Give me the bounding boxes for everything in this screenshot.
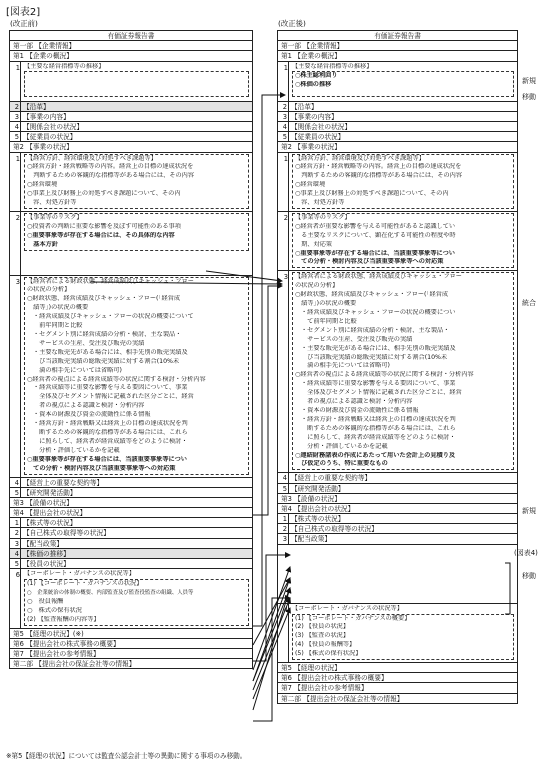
- section-2-item-4: 4 【経営上の重要な契約等】: [278, 473, 517, 483]
- section-3: 第3 【設備の状況】: [278, 494, 517, 504]
- section-1-item-3: 3 【事業の内容】: [278, 112, 517, 122]
- section-1-item-2: 2 【沿革】: [278, 102, 517, 112]
- section-1-item-5: 5 【従業員の状況】: [10, 132, 252, 142]
- part2: 第二部 【提出会社の保証会社等の情報】: [278, 694, 517, 704]
- label-move: 移動: [522, 93, 536, 101]
- section-4-item-4: 4 【株価の推移】: [10, 549, 252, 559]
- part2: 第二部 【提出会社の保証会社等の情報】: [10, 659, 252, 669]
- section-6: 第6 【提出会社の株式事務の概要】: [10, 639, 252, 649]
- doc-title: 有価証券報告書: [278, 31, 517, 41]
- section-1: 第1 【企業の概況】: [278, 51, 517, 61]
- section-2-item-2: 2 【事業等のリスク】 ○投資者の判断に重要な影響を及ぼす可能性のある事項 ○重要事象等が存在する場合には、その具体的な内容 基本方針: [10, 212, 252, 276]
- section-6: 第6 【提出会社の株式事務の概要】: [278, 673, 517, 683]
- arrow-risk-2: [90, 282, 282, 284]
- section-4: 第4 【提出会社の状況】: [10, 508, 252, 518]
- section-4: 第4 【提出会社の状況】: [278, 504, 517, 514]
- section-2-item-1: 1 【経営方針、経営環境及び対処すべき課題等】 ○経営方針・経営戦略等の内容。経営上の目標の達成状況を 判断するための客観的な指標等がある場合には、その内容 ○経営環境 ○事業上及び財務上の対処すべき課題について、その内 容、対処方針等: [10, 153, 252, 212]
- section-1-item-1: 1 【主要な経営指標等の推移】 ○株主総利回り ○株価の推移: [278, 62, 517, 102]
- section-2-item-3: 3 【経営者による財政状態、経営成績及びキャッシュ・フロー の状況の分析】 ○財政状態、経営成績及びキャッシュ・フロー(「経営成 績等」)の状況の概要 ・経営成績及びキャッシュ・フローの状況の概要につい て前年同期と比較 ・セグメント別に経営成績の分析・検討、主な製品・ サービスの生産、受注及び販売の実績 ・主要な販売先がある場合には、相手先別の販売実績及 び当該販売実績の総販売実績に対する割合(10%未 満の相手先については省略可) ○経営者の視点による経営成績等の状況に関する検討・分析内容 ・経営成績等に重要な影響を与える要因について、事業 全体及びセグメント情報に記載された区分ごとに、経営 者の視点による認識と検討・分析内容 ・資本の財源及び資金の流動性に係る情報 ・経営方針・経営戦略又は経営上の目標の達成状況を判 断するための客観的な指標等がある場合には、これら に照らして、経営者が経営成績等をどのように検討・ 分析・評価しているかを記載 ○連結財務諸表の作成にあたって用いた会計上の見積り及 び仮定のうち、特に重要なもの: [278, 271, 517, 473]
- section-7: 第7 【提出会社の参考情報】: [278, 683, 517, 693]
- arrow-risk-1: [206, 271, 282, 281]
- section-4-item-1: 1 【株式等の状況】: [278, 514, 517, 524]
- section-5: 第5 【経理の状況】(※): [10, 629, 252, 639]
- section-4-item-2: 2 【自己株式の取得等の状況】: [278, 524, 517, 534]
- label-new-2: 新規: [522, 507, 536, 515]
- part1: 第一部 【企業情報】: [278, 41, 517, 51]
- section-1-item-5: 5 【従業員の状況】: [278, 132, 517, 142]
- figure-4-bracket: [505, 563, 510, 614]
- section-1-item-1: 1 【主要な経営指標等の推移】: [10, 62, 252, 102]
- section-3: 第3 【設備の状況】: [10, 498, 252, 508]
- section-4-item-5: 5 【役員の状況】: [10, 559, 252, 569]
- section-2-item-4: 4 【経営上の重要な契約等】: [10, 478, 252, 488]
- section-4-item-3: 3 【配当政策】: [10, 539, 252, 549]
- section-4-item-1: 1 【株式等の状況】: [10, 518, 252, 528]
- section-2-item-1: 1 【経営方針、経営環境及び対処すべき課題等】 ○経営方針・経営戦略等の内容。経営上の目標の達成状況を 判断するための客観的な指標等がある場合には、その内容 ○経営環境 ○事業上及び財務上の対処すべき課題について、その内 容、対処方針等: [278, 153, 517, 212]
- doc-title: 有価証券報告書: [10, 31, 252, 41]
- section-4-item-3: 3 【配当政策】: [278, 534, 517, 544]
- part1: 第一部 【企業情報】: [10, 41, 252, 51]
- figure-title: [図表2]: [6, 7, 41, 18]
- section-1: 第1 【企業の概況】: [10, 51, 252, 61]
- section-5: 第5 【経理の状況】: [278, 663, 517, 673]
- arrow-risk-3: [253, 286, 282, 515]
- after-header: (改正後): [278, 19, 306, 28]
- footnote: ※第5【経理の状況】については監査公認会計士等の異動に関する事項のみ移動。: [6, 752, 247, 760]
- label-new: 新規: [522, 77, 536, 85]
- section-2-item-3: 3 【経営者による財政状態、経営成績及びキャッシュ・フロー の状況の分析】 ○財政状態、経営成績及びキャッシュ・フロー(「経営成 績等」)の状況の概要 ・経営成績及びキャッシュ・フローの状況の概要について 前年同期と比較 ・セグメント別に経営成績の分析・検討、主な製品・ サービスの生産、受注及び販売の実績 ・主要な販売先がある場合には、相手先別の販売実績及 び当該販売実績の総販売実績に対する割合(10%未 満の相手先については省略可) ○経営者の視点による経営成績等の状況に関する検討・分析内容 ・経営成績等に重要な影響を与える要因について、事業 全体及びセグメント情報に記載された区分ごとに、経営 者の視点による認識と検討・分析内容 ・資本の財源及び資金の流動性に係る情報 ・経営方針・経営戦略又は経営上の目標の達成状況を判 断するための客観的な指標等がある場合には、これら に照らして、経営者が経営成績等をどのように検討・ 分析・評価しているかを記載 ○重要事象等が存在する場合には、当該重要事象等につい ての分析・検討内容及び当該重要事象等への対応策: [10, 276, 252, 478]
- section-7: 第7 【提出会社の参考情報】: [10, 649, 252, 659]
- section-2-item-5: 5 【研究開発活動】: [278, 484, 517, 494]
- section-4-item-6: 6 【コーポレート・ガバナンスの状況等】 (1) 【コーポレート・ガバナンスの状況】 ○ 企業統治の体制の概要、内部監査及び監査役監査の組織、人員等 ○ 役員報酬 ○ 株式の保有状況 (2) 【監査報酬の内容等】: [10, 569, 252, 628]
- section-2: 第2 【事業の状況】: [278, 142, 517, 152]
- label-move-2: 移動: [522, 572, 536, 580]
- section-4-item-2: 2 【自己株式の取得等の状況】: [10, 528, 252, 538]
- section-1-item-4: 4 【関係会社の状況】: [10, 122, 252, 132]
- section-2-item-5: 5 【研究開発活動】: [10, 488, 252, 498]
- before-header: (改正前): [10, 19, 38, 28]
- section-4-item-4: 4 【コーポレート・ガバナンスの状況等】 (1) 【コーポレート・ガバナンスの概要】 (2) 【役員の状況】 (3) 【監査の状況】 (4) 【役員の報酬等】 (5) 【株式の保有状況】: [278, 603, 517, 663]
- section-1-item-2: 2 【沿革】: [10, 102, 252, 112]
- label-merge: 統合: [522, 299, 536, 307]
- label-figure-4: (図表4): [514, 549, 538, 557]
- section-1-item-4: 4 【関係会社の状況】: [278, 122, 517, 132]
- section-2-item-2: 2 【事業等のリスク】 ○経営者が重要な影響を与える可能性があると認識してい る主要なリスクについて、顕在化する可能性の程度や時 期、対応策 ○重要事象等が存在する場合には、当該重要事象等につい ての分析・検討内容及び当該重要事象等への対応策: [278, 212, 517, 271]
- arrow-accounting: [253, 598, 290, 721]
- arrow-stock-price: [253, 95, 285, 626]
- section-1-item-3: 3 【事業の内容】: [10, 112, 252, 122]
- section-2: 第2 【事業の状況】: [10, 142, 252, 152]
